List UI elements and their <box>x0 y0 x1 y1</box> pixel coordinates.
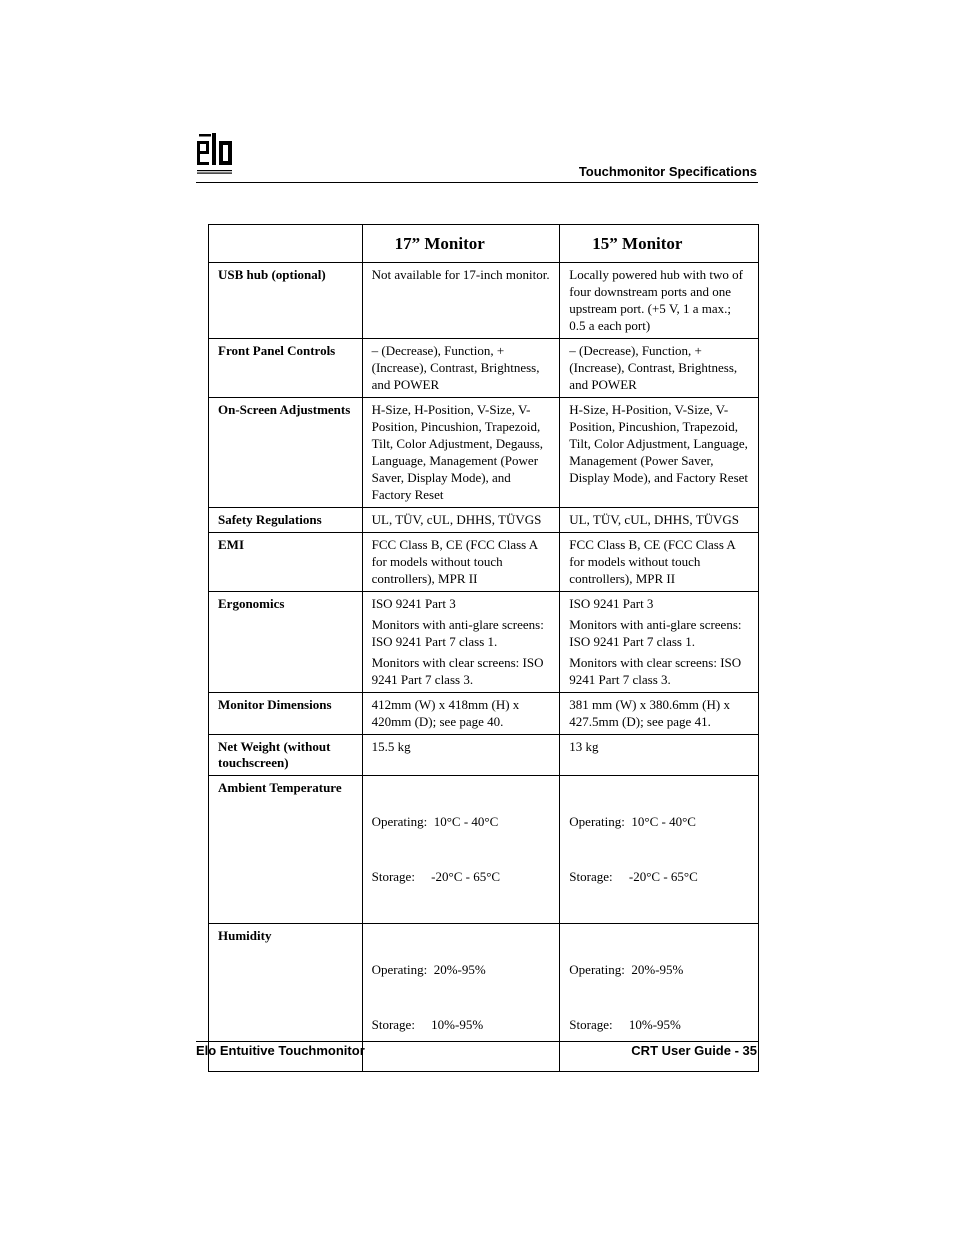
table-row <box>209 508 759 533</box>
cell-text: Operating: 20%-95% <box>569 962 684 977</box>
specifications-table <box>208 224 759 1072</box>
cell-text: Monitors with anti-glare screens: ISO 9241 Part 7 class 1. <box>569 617 742 649</box>
cell-text: Storage: -20°C - 65°C <box>371 869 501 884</box>
footer-rule <box>196 1041 758 1042</box>
footer-document-title: Elo Entuitive Touchmonitor <box>196 1043 365 1058</box>
row-label: Net Weight (without touchscreen) <box>209 735 363 776</box>
cell-17 <box>362 508 560 533</box>
cell-15 <box>560 735 759 776</box>
table-row <box>209 398 759 508</box>
cell-text: 412mm (W) x 418mm (H) x 420mm (D); see page 40. <box>371 697 520 729</box>
cell-text: – (Decrease), Function, + (Increase), Contrast, Brightness, and POWER <box>569 343 738 392</box>
cell-text: ISO 9241 Part 3 <box>371 596 456 611</box>
row-label: Monitor Dimensions <box>209 693 363 735</box>
cell-text: – (Decrease), Function, + (Increase), Contrast, Brightness, and POWER <box>371 343 540 392</box>
row-label: Safety Regulations <box>209 508 363 533</box>
cell-text: Operating: 20%-95% <box>371 962 486 977</box>
cell-text: Operating: 10°C - 40°C <box>569 814 696 829</box>
cell-15 <box>560 263 759 339</box>
cell-17 <box>362 263 560 339</box>
row-label: Front Panel Controls <box>209 339 363 398</box>
table-row <box>209 263 759 339</box>
cell-17 <box>362 924 560 1072</box>
cell-text: 13 kg <box>569 739 599 754</box>
row-label: Ergonomics <box>209 592 363 693</box>
elo-logo-icon <box>196 132 234 178</box>
cell-text: UL, TÜV, cUL, DHHS, TÜVGS <box>371 512 542 527</box>
cell-17 <box>362 339 560 398</box>
cell-17 <box>362 533 560 592</box>
cell-text: Locally powered hub with two of four downstream ports and one upstream port. (+5 V, 1 a max.; 0.5 a each port) <box>569 267 743 333</box>
cell-17 <box>362 776 560 924</box>
cell-15 <box>560 776 759 924</box>
table-row <box>209 339 759 398</box>
row-label: EMI <box>209 533 363 592</box>
cell-15 <box>560 339 759 398</box>
table-header-row <box>209 225 759 263</box>
page-header-title: Touchmonitor Specifications <box>578 164 757 179</box>
cell-text: Monitors with clear screens: ISO 9241 Part 7 class 3. <box>371 655 544 687</box>
cell-text: Operating: 10°C - 40°C <box>371 814 499 829</box>
cell-text: H-Size, H-Position, V-Size, V-Position, Pincushion, Trapezoid, Tilt, Color Adjustment, Degauss, Language, Management (Power Saver, Display Mode), and Factory Reset <box>371 402 544 502</box>
elo-touchsystems-logo <box>196 132 234 178</box>
header-cell-17-monitor: 17” Monitor <box>362 225 560 263</box>
cell-17 <box>362 735 560 776</box>
cell-text: UL, TÜV, cUL, DHHS, TÜVGS <box>569 512 740 527</box>
row-label: Ambient Temperature <box>209 776 363 924</box>
table-row <box>209 735 759 776</box>
cell-15 <box>560 533 759 592</box>
header-rule <box>196 182 758 183</box>
header-cell-empty <box>209 225 363 263</box>
footer-page-number: CRT User Guide - 35 <box>631 1043 757 1058</box>
cell-17 <box>362 592 560 693</box>
cell-text: Storage: 10%-95% <box>569 1017 681 1032</box>
row-label: USB hub (optional) <box>209 263 363 339</box>
header-cell-15-monitor: 15” Monitor <box>560 225 759 263</box>
cell-text: Monitors with clear screens: ISO 9241 Part 7 class 3. <box>569 655 742 687</box>
table-row <box>209 533 759 592</box>
cell-text: Storage: -20°C - 65°C <box>569 869 698 884</box>
cell-17 <box>362 398 560 508</box>
cell-text: 381 mm (W) x 380.6mm (H) x 427.5mm (D); see page 41. <box>569 697 730 729</box>
row-label: Humidity <box>209 924 363 1072</box>
cell-text: Monitors with anti-glare screens: ISO 9241 Part 7 class 1. <box>371 617 544 649</box>
cell-text: Not available for 17-inch monitor. <box>371 267 550 282</box>
cell-text: FCC Class B, CE (FCC Class A for models without touch controllers), MPR II <box>371 537 538 586</box>
table-row <box>209 693 759 735</box>
cell-15 <box>560 508 759 533</box>
row-label: On-Screen Adjustments <box>209 398 363 508</box>
table-row <box>209 776 759 924</box>
cell-15 <box>560 693 759 735</box>
cell-17 <box>362 693 560 735</box>
cell-15 <box>560 592 759 693</box>
cell-text: 15.5 kg <box>371 739 411 754</box>
table-row <box>209 592 759 693</box>
cell-15 <box>560 398 759 508</box>
cell-text: ISO 9241 Part 3 <box>569 596 654 611</box>
cell-text: H-Size, H-Position, V-Size, V-Position, Pincushion, Trapezoid, Tilt, Color Adjustment, Language, Management (Power Saver, Display Mode), and Factory Reset <box>569 402 749 485</box>
cell-text: FCC Class B, CE (FCC Class A for models without touch controllers), MPR II <box>569 537 736 586</box>
cell-text: Storage: 10%-95% <box>371 1017 484 1032</box>
